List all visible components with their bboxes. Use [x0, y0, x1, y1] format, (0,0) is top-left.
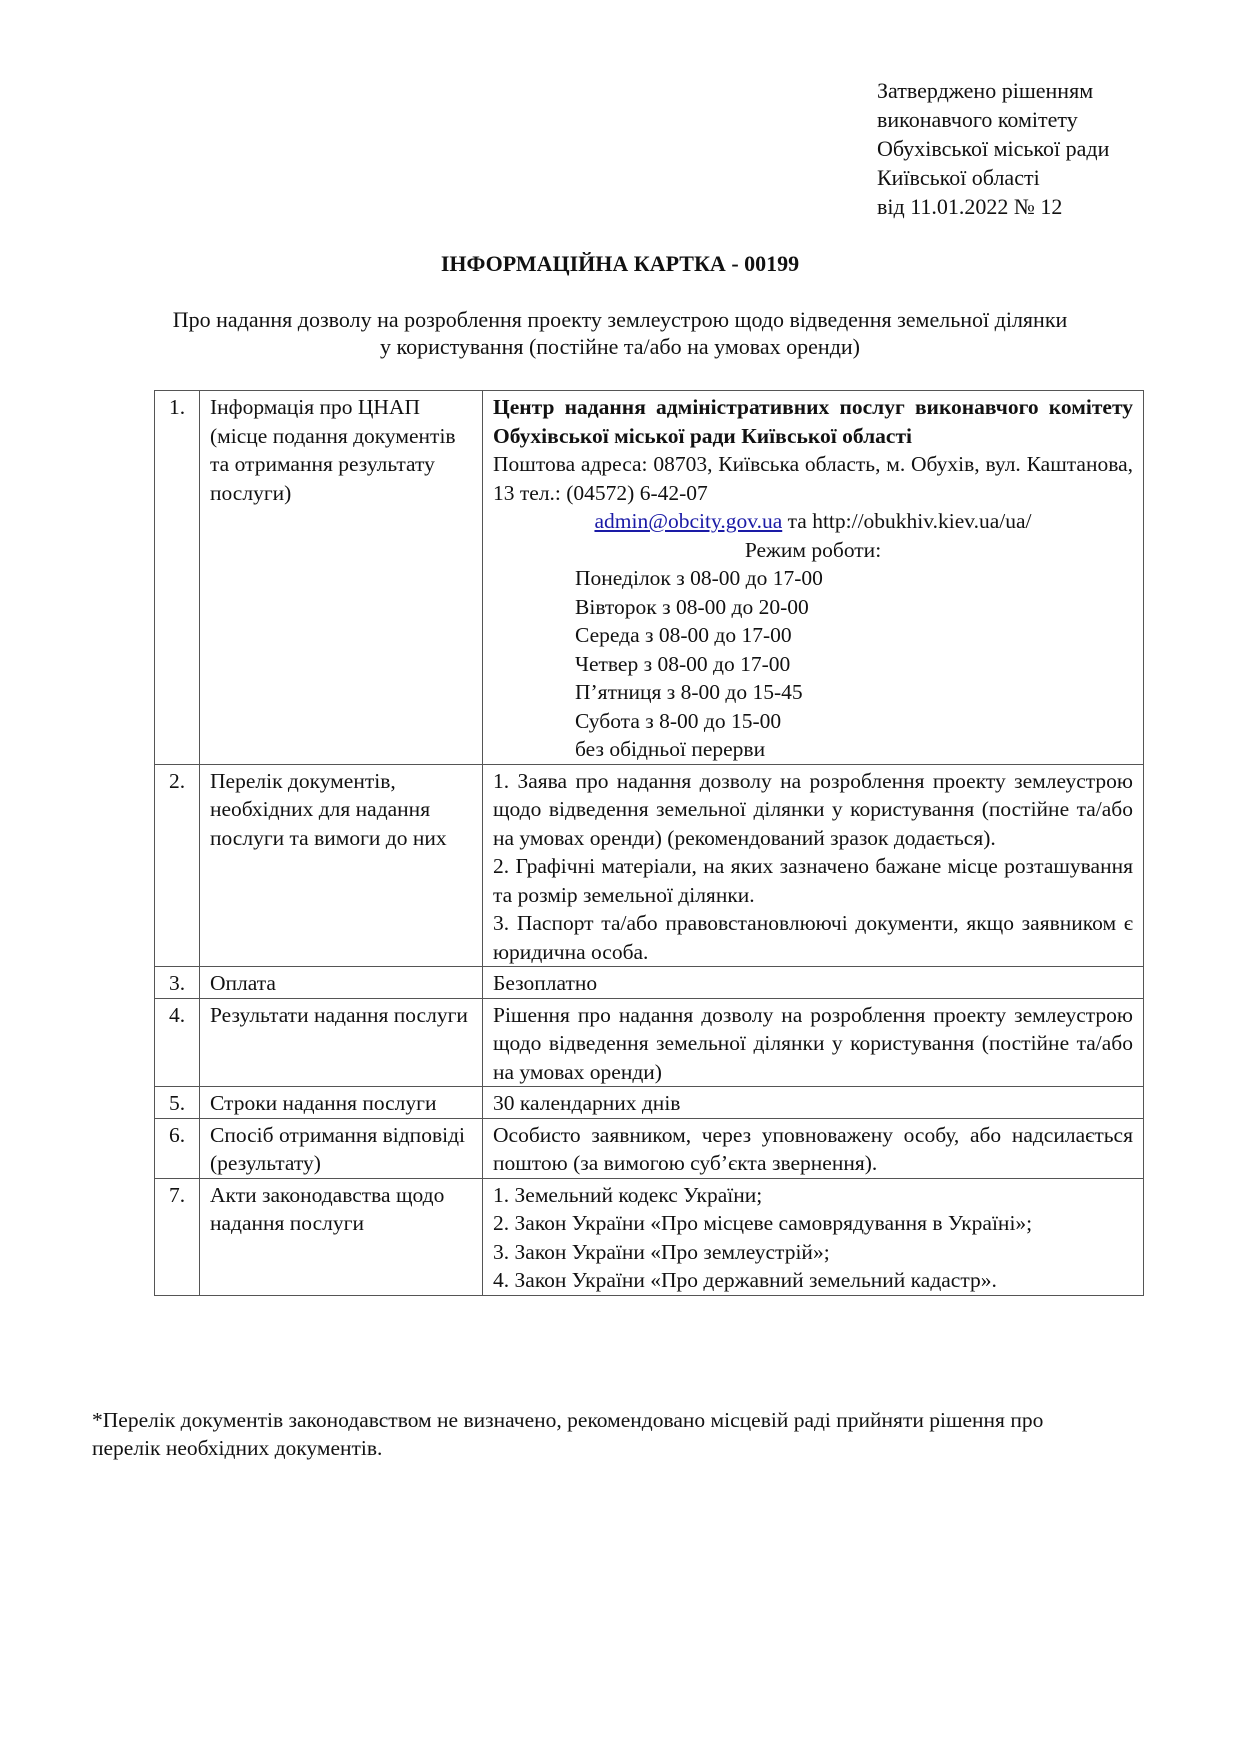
approval-line: Київської області: [877, 165, 1040, 190]
row-number: 6.: [155, 1118, 200, 1178]
email-link[interactable]: admin@obcity.gov.ua: [594, 509, 783, 533]
row-label: Спосіб отримання відповіді (результату): [200, 1118, 483, 1178]
row-value: [483, 764, 1144, 967]
page-title: ІНФОРМАЦІЙНА КАРТКА - 00199: [440, 251, 800, 276]
schedule-item: Субота з 8-00 до 15-00: [575, 708, 782, 733]
approval-line: Обухівської міської ради: [877, 136, 1110, 161]
document-item: 2. Графічні матеріали, на яких зазначено бажане місце розташування та розмір земельної ділянки.: [493, 854, 1133, 907]
row-value: Особисто заявником, через уповноважену особу, або надсилається поштою (за вимогою суб’єкта звернення).: [483, 1118, 1144, 1178]
postal-address: Поштова адреса: 08703, Київська область, м. Обухів, вул. Каштанова, 13 тел.: (04572) 6-42-07: [493, 452, 1133, 505]
approval-line: від 11.01.2022 № 12: [877, 194, 1063, 219]
schedule-item: П’ятниця з 8-00 до 15-45: [575, 680, 803, 704]
row-label: Перелік документів, необхідних для надання послуги та вимоги до них: [200, 764, 483, 967]
row-value: Рішення про надання дозволу на розроблення проекту землеустрою щодо відведення земельної ділянки у користування (постійне та/або на умовах оренди): [483, 998, 1144, 1087]
approval-line: виконавчого комітету: [877, 107, 1078, 132]
table-row: [155, 1118, 1144, 1178]
footnote: *Перелік документів законодавством не визначено, рекомендовано місцевій раді прийняти рішення про перелік необхідних документів.: [92, 1408, 1044, 1460]
contacts-separator: та: [782, 509, 813, 533]
page-subtitle: [100, 306, 1140, 360]
table-row: [155, 1178, 1144, 1295]
website-link[interactable]: http://obukhiv.kiev.ua/ua/: [812, 509, 1032, 533]
row-number: 7.: [155, 1178, 200, 1295]
schedule-item: Середа з 08-00 до 17-00: [575, 623, 792, 647]
document-item: 3. Паспорт та/або правовстановлюючі документи, якщо заявником є юридична особа.: [493, 911, 1133, 964]
law-item: 4. Закон України «Про державний земельний кадастр».: [493, 1268, 997, 1292]
row-value: [483, 1178, 1144, 1295]
row-number: 4.: [155, 998, 200, 1087]
subtitle-line: Про надання дозволу на розроблення проекту землеустрою щодо відведення земельної ділянки: [172, 307, 1068, 332]
row-value: Безоплатно: [483, 967, 1144, 999]
row-label: Результати надання послуги: [200, 998, 483, 1087]
table-row: [155, 391, 1144, 765]
schedule-item: Четвер з 08-00 до 17-00: [575, 651, 791, 676]
schedule-list: [493, 564, 1133, 764]
approval-stamp: [877, 76, 1109, 221]
table-row: [155, 998, 1144, 1087]
info-card-table: [154, 390, 1144, 1296]
law-item: 1. Земельний кодекс України;: [493, 1182, 763, 1207]
row-label: Акти законодавства щодо надання послуги: [200, 1178, 483, 1295]
row-value: 30 календарних днів: [483, 1087, 1144, 1119]
schedule-title: Режим роботи:: [744, 537, 882, 562]
schedule-item: без обідньої перерви: [575, 737, 766, 761]
law-item: 3. Закон України «Про землеустрій»;: [493, 1239, 830, 1264]
law-item: 2. Закон України «Про місцеве самоврядування в Україні»;: [493, 1211, 1033, 1235]
schedule-item: Вівторок з 08-00 до 20-00: [575, 594, 809, 619]
approval-line: Затверджено рішенням: [877, 78, 1094, 103]
table-row: [155, 967, 1144, 999]
center-name: Центр надання адміністративних послуг виконавчого комітету Обухівської міської ради Київської області: [493, 395, 1133, 448]
subtitle-line: у користування (постійне та/або на умовах оренди): [380, 334, 860, 359]
contacts: [493, 507, 1133, 536]
row-label: Оплата: [200, 967, 483, 999]
schedule-item: Понеділок з 08-00 до 17-00: [575, 566, 823, 590]
row-number: 1.: [155, 391, 200, 765]
table-row: [155, 764, 1144, 967]
row-number: 2.: [155, 764, 200, 967]
row-label: Строки надання послуги: [200, 1087, 483, 1119]
row-value: [483, 391, 1144, 765]
row-number: 5.: [155, 1087, 200, 1119]
row-label: Інформація про ЦНАП (місце подання документів та отримання результату послуги): [200, 391, 483, 765]
table-row: [155, 1087, 1144, 1119]
document-item: 1. Заява про надання дозволу на розроблення проекту землеустрою щодо відведення земельної ділянки у користування (постійне та/або на умовах оренди) (рекомендований зразок додається).: [493, 768, 1133, 850]
row-number: 3.: [155, 967, 200, 999]
